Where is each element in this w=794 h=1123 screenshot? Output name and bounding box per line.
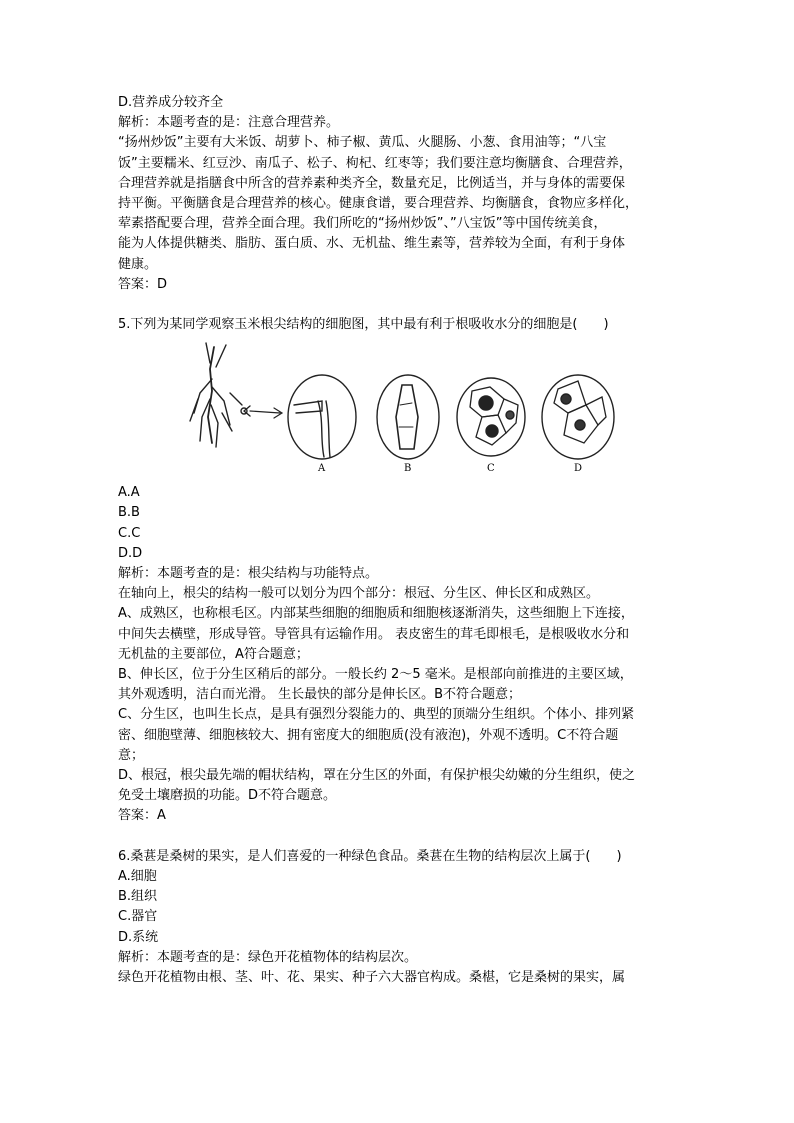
figure-label-a: A — [318, 463, 326, 475]
analysis-line: 解析：本题考查的是：根尖结构与功能特点。 — [118, 566, 379, 582]
analysis-line: 荤素搭配要合理，营养全面合理。我们所吃的“扬州炒饭”、”八宝饭”等中国传统美食， — [118, 216, 607, 232]
question-5 — [118, 315, 688, 827]
question-text: 6.桑葚是桑树的果实，是人们喜爱的一种绿色食品。桑葚在生物的结构层次上属于( ) — [118, 848, 622, 864]
figure-label-c: C — [487, 463, 495, 475]
analysis-line: 健康。 — [118, 256, 158, 272]
option-b: B.组织 — [118, 889, 158, 905]
option-c: C.C — [118, 525, 141, 541]
question-text: 5.下列为某同学观察玉米根尖结构的细胞图，其中最有利于根吸收水分的细胞是( ) — [118, 317, 609, 333]
analysis-line: 持平衡。平衡膳食是合理营养的核心。健康食谱，要合理营养、均衡膳食，食物应多样化， — [118, 196, 639, 212]
option-b: B.B — [118, 505, 140, 521]
analysis-line: B、伸长区，位于分生区稍后的部分。一般长约 2～5 毫米。是根部向前推进的主要区域， — [118, 667, 633, 683]
analysis-line: C、分生区，也叫生长点，是具有强烈分裂能力的、典型的顶端分生组织。个体小、排列紧 — [118, 707, 635, 723]
figure-label-d: D — [574, 463, 583, 475]
analysis-line: “扬州炒饭”主要有大米饭、胡萝卜、柿子椒、黄瓜、火腿肠、小葱、食用油等；“八宝 — [118, 135, 607, 151]
analysis-line: 绿色开花植物由根、茎、叶、花、果实、种子六大器官构成。桑椹，它是桑树的果实，属 — [118, 969, 626, 985]
analysis-line: 无机盐的主要部位，A符合题意； — [118, 646, 309, 662]
option-d: D.系统 — [118, 929, 159, 945]
analysis-line: D、根冠，根尖最先端的帽状结构，罩在分生区的外面，有保护根尖幼嫩的分生组织，使之 — [118, 768, 636, 784]
analysis-line: 能为人体提供糖类、脂肪、蛋白质、水、无机盐、维生素等，营养较为全面，有利于身体 — [118, 236, 626, 252]
answer: 答案：A — [118, 808, 166, 824]
question-6 — [118, 847, 688, 988]
option-a: A.A — [118, 485, 140, 501]
analysis-line: A、成熟区，也称根毛区。内部某些细胞的细胞质和细胞核逐渐消失，这些细胞上下连接， — [118, 606, 634, 622]
analysis-line: 密、细胞壁薄、细胞核较大、拥有密度大的细胞质(没有液泡)，外观不透明。C不符合题 — [118, 727, 619, 743]
option-c: C.器官 — [118, 909, 158, 925]
document-page — [118, 93, 688, 1008]
option-d: D.营养成分较齐全 — [118, 95, 224, 110]
root-tip-illustration — [186, 339, 706, 479]
analysis-line: 解析：本题考查的是：注意合理营养。 — [118, 115, 340, 131]
analysis-line: 免受土壤磨损的功能。D不符合题意。 — [118, 788, 337, 804]
option-d: D.D — [118, 545, 143, 561]
root-tip-cell-figure — [186, 339, 706, 479]
analysis-line: 合理营养就是指膳食中所含的营养素种类齐全，数量充足，比例适当，并与身体的需要保 — [118, 175, 626, 191]
analysis-line: 中间失去横壁，形成导管。导管具有运输作用。 表皮密生的茸毛即根毛，是根吸收水分和 — [118, 626, 630, 642]
question-4-tail — [118, 93, 688, 295]
option-a: A.细胞 — [118, 868, 157, 884]
analysis-line: 意； — [118, 747, 145, 763]
figure-label-b: B — [404, 463, 412, 475]
analysis-line: 解析：本题考查的是：绿色开花植物体的结构层次。 — [118, 949, 418, 965]
analysis-line: 饭”主要糯米、红豆沙、南瓜子、松子、枸杞、红枣等；我们要注意均衡膳食、合理营养， — [118, 155, 632, 171]
analysis-line: 在轴向上，根尖的结构一般可以划分为四个部分：根冠、分生区、伸长区和成熟区。 — [118, 586, 600, 602]
answer: 答案：D — [118, 276, 168, 292]
analysis-line: 其外观透明，洁白而光滑。 生长最快的部分是伸长区。B不符合题意； — [118, 687, 522, 703]
